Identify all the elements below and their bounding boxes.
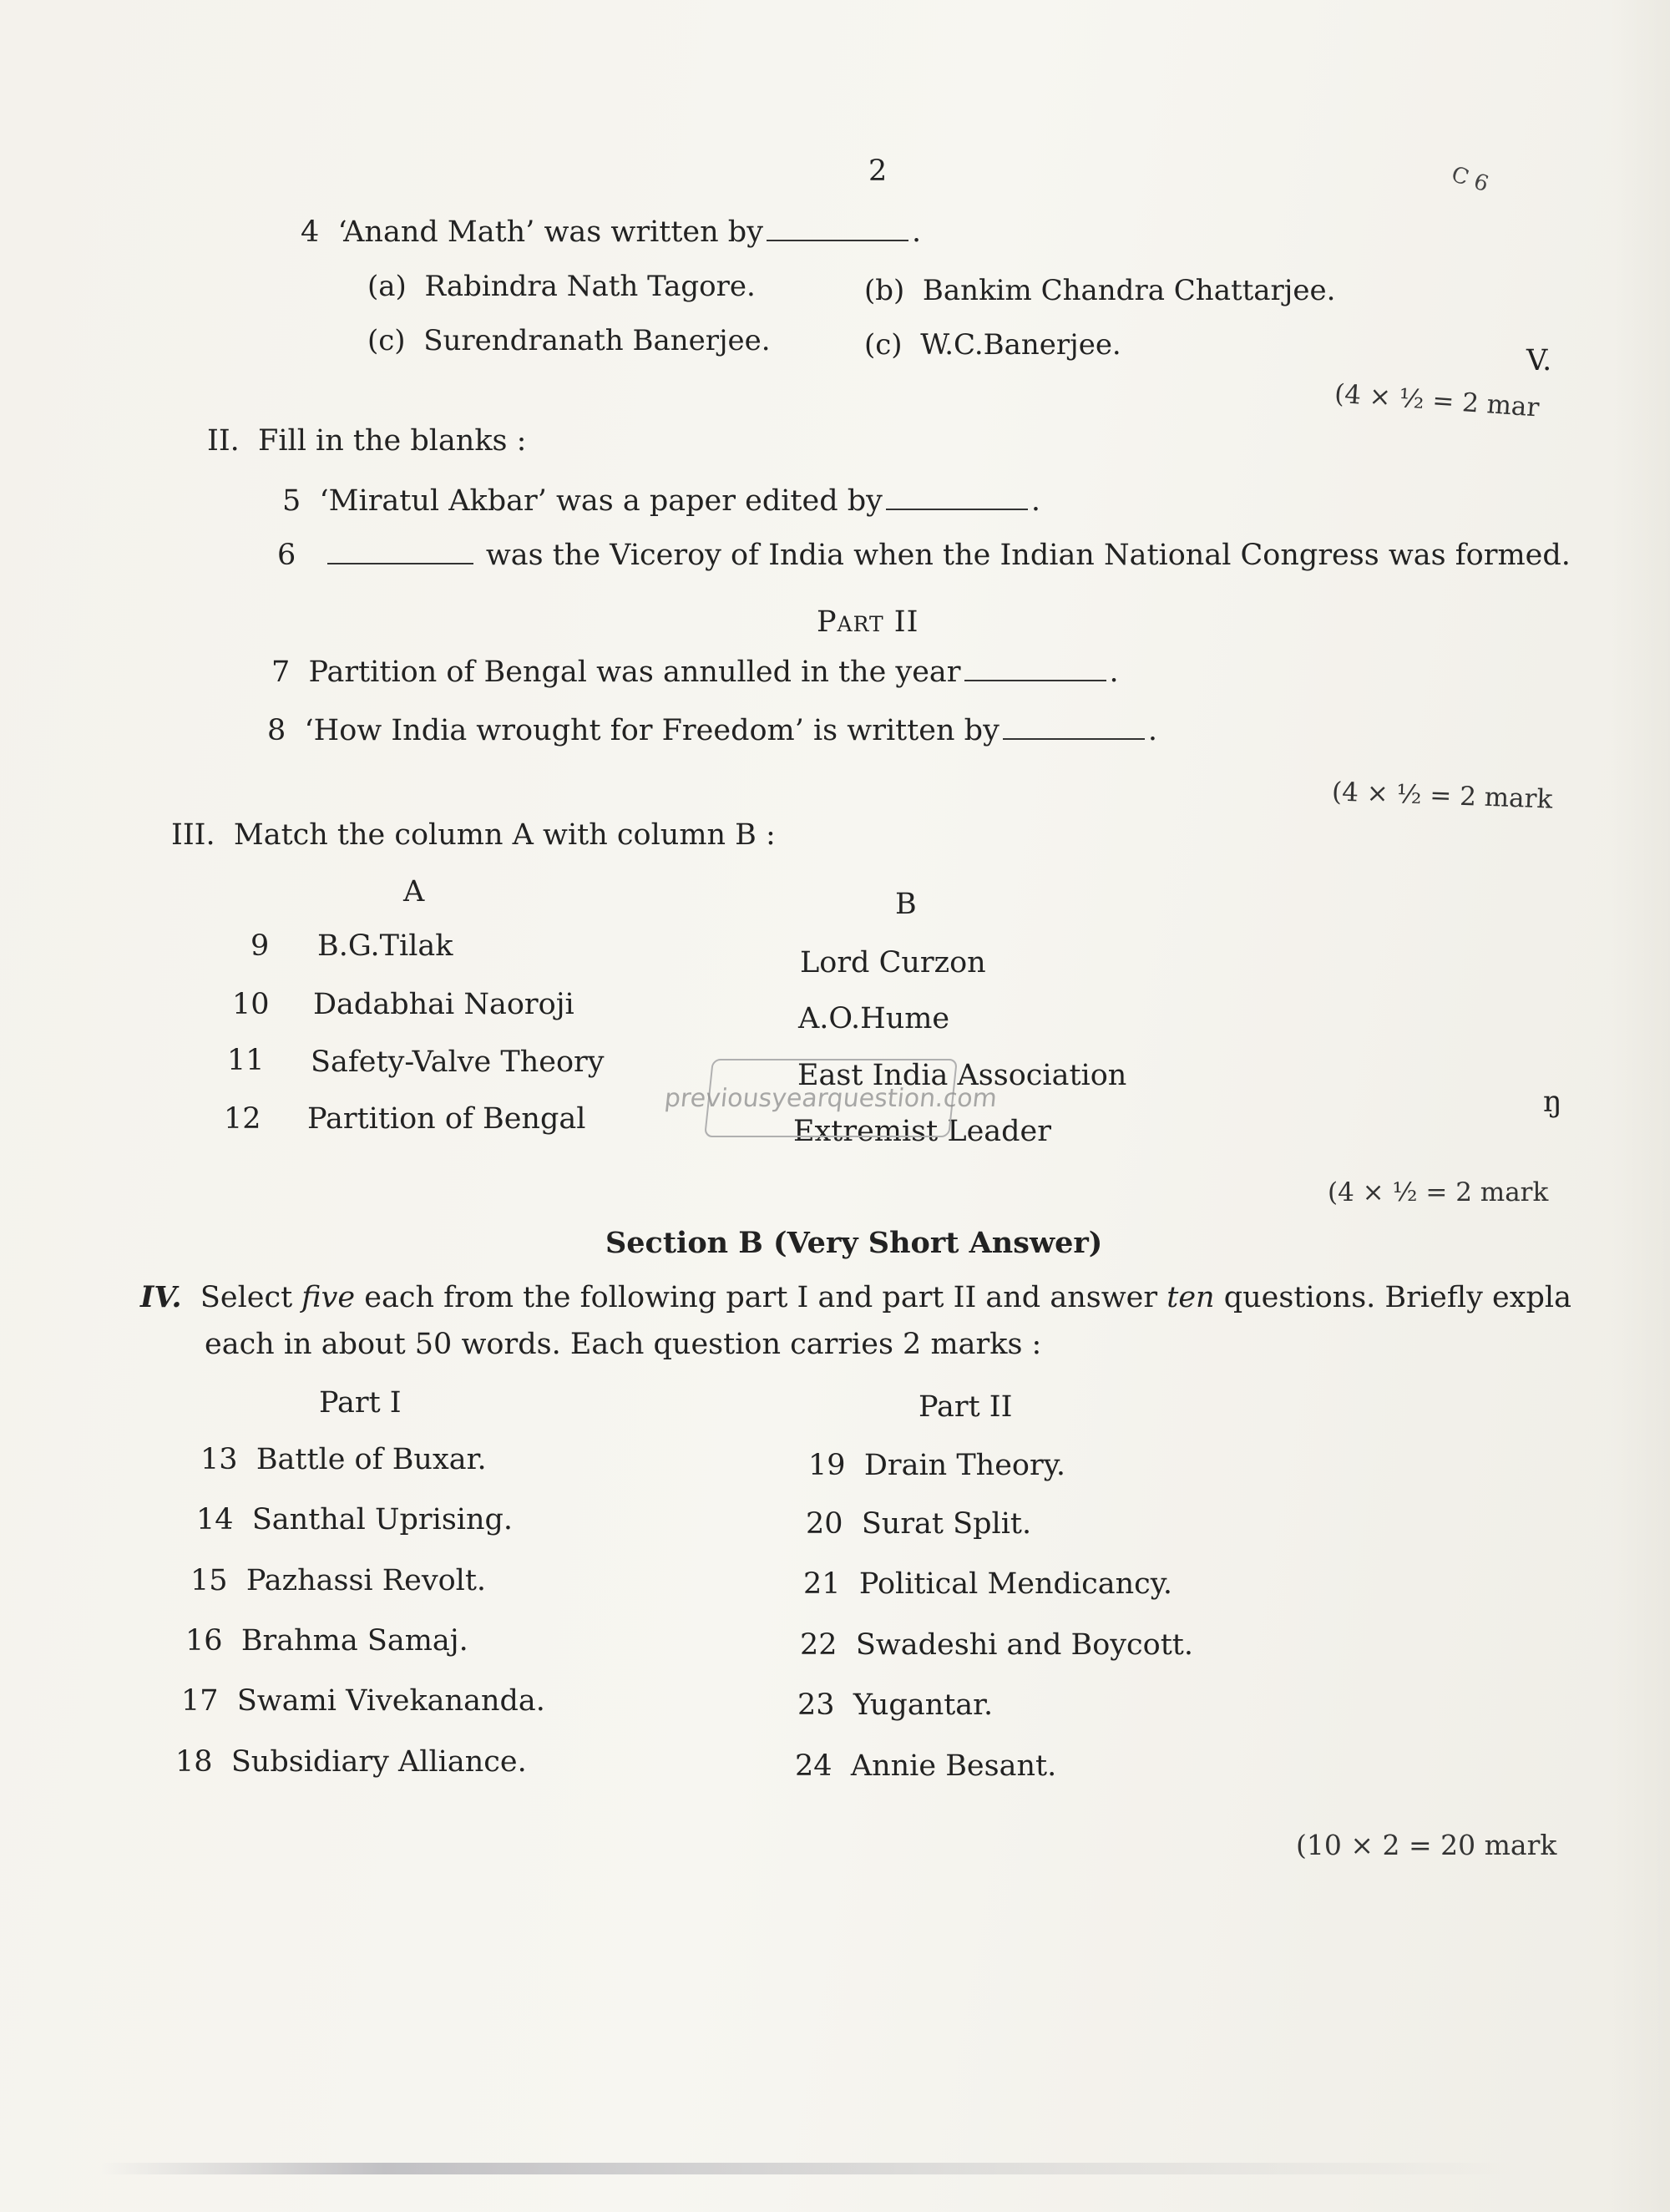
list-item: 15 Pazhassi Revolt. bbox=[190, 1564, 487, 1597]
page-number: 2 bbox=[868, 154, 888, 188]
corner-mark: C 6 bbox=[1448, 161, 1492, 198]
marks-allocation-1: (4 × ½ = 2 mar bbox=[1333, 378, 1541, 423]
q4-option-b: (b) Bankim Chandra Chattarjee. bbox=[864, 274, 1336, 307]
list-item: 23 Yugantar. bbox=[797, 1688, 994, 1722]
question-8: 8 ‘How India wrought for Freedom’ is written by . bbox=[267, 714, 1157, 747]
marks-allocation-3: (4 × ½ = 2 mark bbox=[1328, 1177, 1549, 1207]
column-b-heading: B bbox=[895, 888, 917, 921]
match-row-num: 10 bbox=[232, 988, 270, 1021]
answer-blank bbox=[964, 680, 1106, 681]
match-item-a: Safety-Valve Theory bbox=[311, 1045, 605, 1079]
scan-smudge bbox=[100, 2163, 1520, 2174]
q4-option-a: (a) Rabindra Nath Tagore. bbox=[367, 270, 756, 303]
question-5: 5 ‘Miratul Akbar’ was a paper edited by . bbox=[282, 484, 1041, 518]
list-item: 22 Swadeshi and Boycott. bbox=[800, 1628, 1193, 1662]
match-item-a: Dadabhai Naoroji bbox=[313, 988, 574, 1021]
list-item: 24 Annie Besant. bbox=[795, 1749, 1057, 1783]
paper-edge-shadow bbox=[1612, 0, 1670, 2212]
question-4: 4 ‘Anand Math’ was written by . bbox=[301, 215, 922, 249]
question-7: 7 Partition of Bengal was annulled in the year . bbox=[271, 656, 1119, 689]
match-row-num: 12 bbox=[224, 1102, 261, 1136]
section-ii-heading: II. Fill in the blanks : bbox=[207, 424, 527, 458]
list-item: 13 Battle of Buxar. bbox=[200, 1443, 487, 1476]
question-number: 4 bbox=[301, 215, 320, 249]
q4-option-d: (c) W.C.Banerjee. bbox=[864, 328, 1121, 362]
part-ii-heading: Part II bbox=[817, 605, 919, 639]
match-item-b: East India Association bbox=[797, 1059, 1127, 1092]
marks-allocation-2: (4 × ½ = 2 mark bbox=[1331, 777, 1553, 815]
question-6: 6 was the Viceroy of India when the Indian National Congress was formed. bbox=[277, 539, 1571, 572]
list-item: 19 Drain Theory. bbox=[808, 1449, 1065, 1482]
section-b-heading: Section B (Very Short Answer) bbox=[605, 1226, 1103, 1260]
answer-blank bbox=[886, 509, 1028, 510]
match-item-a: Partition of Bengal bbox=[307, 1102, 586, 1136]
answer-blank bbox=[767, 240, 908, 241]
list-item: 21 Political Mendicancy. bbox=[803, 1567, 1173, 1601]
marks-allocation-4: (10 × 2 = 20 mark bbox=[1296, 1829, 1557, 1861]
answer-blank bbox=[1003, 738, 1145, 740]
part-i-heading: Part I bbox=[319, 1386, 402, 1420]
list-item: 20 Surat Split. bbox=[806, 1507, 1032, 1541]
question-text: ‘Anand Math’ was written by bbox=[337, 215, 763, 249]
section-iii-heading: III. Match the column A with column B : bbox=[171, 818, 776, 852]
list-item: 16 Brahma Samaj. bbox=[185, 1624, 468, 1658]
column-a-heading: A bbox=[403, 875, 425, 909]
match-item-a: B.G.Tilak bbox=[317, 929, 453, 963]
margin-letter: V. bbox=[1526, 344, 1552, 377]
q4-option-c: (c) Surendranath Banerjee. bbox=[367, 324, 771, 357]
match-item-b: Extremist Leader bbox=[793, 1115, 1052, 1148]
margin-glyph: ŋ bbox=[1543, 1086, 1562, 1119]
match-row-num: 11 bbox=[227, 1044, 265, 1077]
list-item: 18 Subsidiary Alliance. bbox=[175, 1745, 527, 1779]
part-ii-list-heading: Part II bbox=[918, 1390, 1013, 1424]
section-iv-instruction-line-2: each in about 50 words. Each question carries 2 marks : bbox=[205, 1328, 1042, 1361]
watermark-logo: previousyearquestion.com bbox=[704, 1059, 958, 1137]
section-iv-instruction-line-1: IV. Select five each from the following part I and part II and answer ten questions. Briefly expla bbox=[140, 1280, 1571, 1314]
answer-blank bbox=[327, 563, 473, 564]
match-row-num: 9 bbox=[250, 929, 270, 963]
match-item-b: Lord Curzon bbox=[800, 946, 986, 979]
match-item-b: A.O.Hume bbox=[798, 1002, 950, 1035]
list-item: 14 Santhal Uprising. bbox=[196, 1503, 514, 1536]
list-item: 17 Swami Vivekananda. bbox=[181, 1684, 545, 1718]
